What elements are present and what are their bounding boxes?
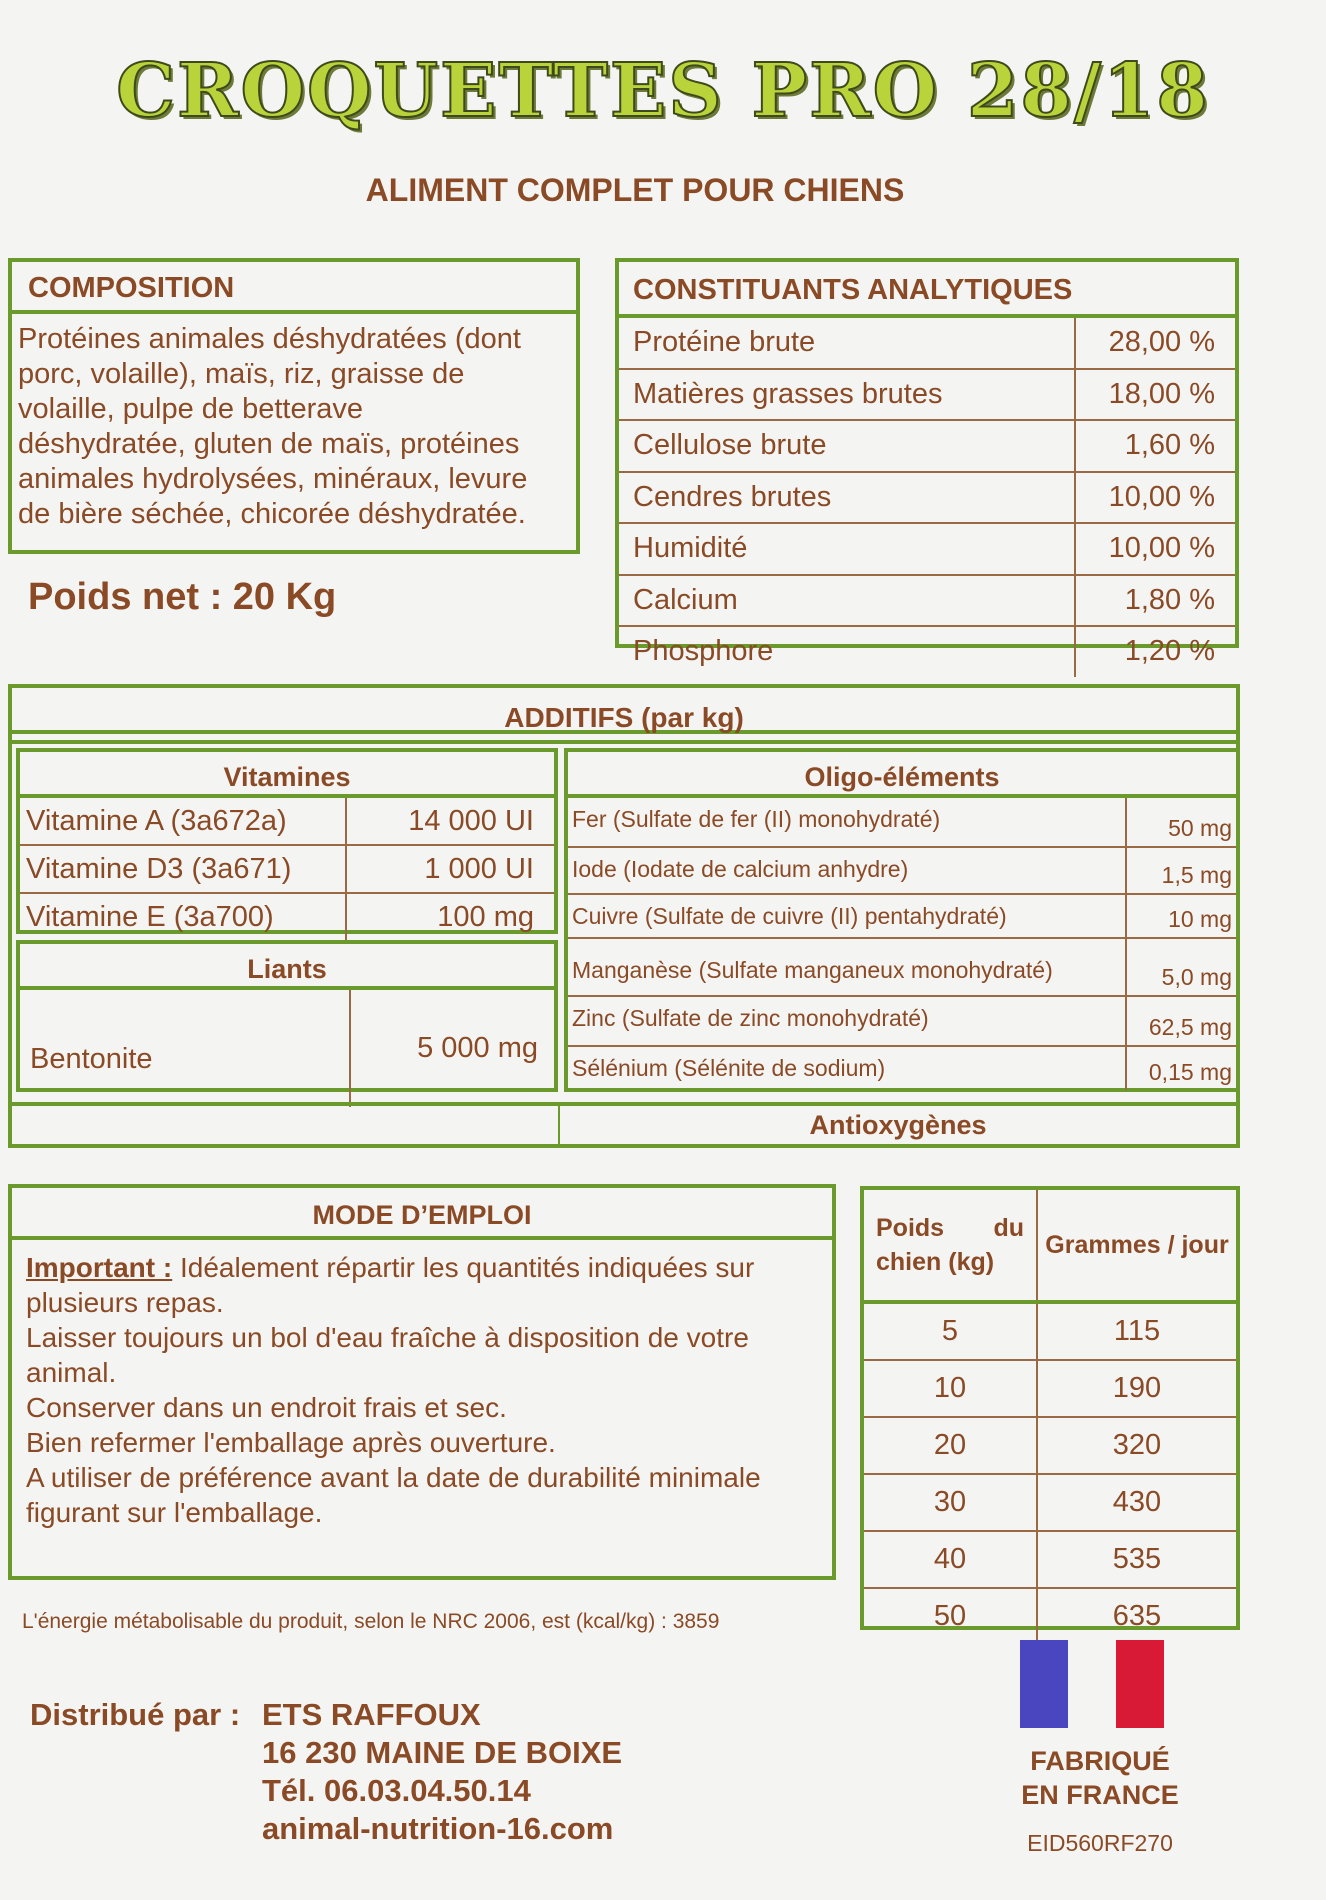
row-label: Matières grasses brutes	[619, 369, 1075, 421]
distributor-address: 16 230 MAINE DE BOIXE	[262, 1735, 623, 1770]
constituants-title: CONSTITUANTS ANALYTIQUES	[619, 262, 1235, 318]
col-header-grams: Grammes / jour	[1037, 1190, 1236, 1302]
important-label: Important :	[26, 1252, 173, 1283]
table-row	[864, 1588, 1236, 1644]
product-title: CROQUETTES PRO 28/18	[116, 48, 1210, 134]
liants-box	[16, 940, 558, 1092]
net-weight: Poids net : 20 Kg	[28, 576, 337, 618]
vitamines-table	[20, 798, 554, 940]
table-row	[619, 472, 1235, 524]
table-row	[619, 420, 1235, 472]
table-row	[864, 1417, 1236, 1474]
made-in-line2: EN FRANCE	[1021, 1780, 1179, 1810]
grams-cell: 190	[1037, 1360, 1236, 1417]
table-row	[568, 1046, 1236, 1090]
composition-text	[12, 314, 576, 532]
row-label: Cuivre (Sulfate de cuivre (II) pentahydraté)	[568, 894, 1126, 938]
ration-table-box	[860, 1186, 1240, 1630]
important-text: Idéalement répartir les quantités indiquées sur plusieurs repas.	[26, 1252, 755, 1318]
table-row	[619, 626, 1235, 677]
liants-table	[20, 990, 554, 1107]
table-row	[568, 847, 1236, 894]
weight-cell: 30	[864, 1474, 1037, 1531]
french-flag-red-icon	[1116, 1640, 1164, 1728]
row-label: Calcium	[619, 575, 1075, 627]
row-label: Fer (Sulfate de fer (II) monohydraté)	[568, 798, 1126, 847]
row-label: Manganèse (Sulfate manganeux monohydraté)	[568, 938, 1126, 996]
row-label: Sélénium (Sélénite de sodium)	[568, 1046, 1126, 1090]
oligo-elements-title: Oligo-éléments	[568, 752, 1236, 798]
distributor-details	[262, 1696, 622, 1848]
table-row	[568, 996, 1236, 1046]
row-value: 5,0 mg	[1126, 938, 1236, 996]
row-label: Vitamine A (3a672a)	[20, 798, 346, 845]
table-row	[864, 1302, 1236, 1360]
row-value: 1,20 %	[1124, 635, 1215, 668]
row-label: Bentonite	[20, 990, 350, 1107]
composition-line: animales hydrolysées, minéraux, levure	[18, 463, 528, 495]
antioxygenes-row	[12, 1102, 1236, 1144]
grams-cell: 115	[1037, 1302, 1236, 1360]
mode-emploi-text	[12, 1240, 832, 1530]
instruction: Bien refermer l'emballage après ouverture.	[26, 1427, 556, 1458]
distributor-website: animal-nutrition-16.com	[262, 1811, 614, 1846]
row-value: 10,00 %	[1075, 472, 1235, 524]
row-value: 28,00 %	[1075, 318, 1235, 369]
grams-cell: 535	[1037, 1531, 1236, 1588]
grams-cell: 320	[1037, 1417, 1236, 1474]
row-label: Protéine brute	[619, 318, 1075, 369]
constituants-box	[615, 258, 1239, 668]
grams-cell: 635	[1112, 1600, 1162, 1632]
weight-cell: 40	[864, 1531, 1037, 1588]
table-row	[568, 938, 1236, 996]
row-label: Cendres brutes	[619, 472, 1075, 524]
instruction-important	[26, 1250, 832, 1320]
weight-cell: 5	[864, 1302, 1037, 1360]
composition-line: Protéines animales déshydratées (dont	[18, 323, 521, 355]
table-row	[619, 523, 1235, 575]
table-row	[20, 990, 554, 1107]
vitamines-box	[16, 748, 558, 934]
row-label: Zinc (Sulfate de zinc monohydraté)	[568, 996, 1126, 1046]
row-value: 1,60 %	[1075, 420, 1235, 472]
composition-line: de bière séchée, chicorée déshydratée.	[18, 498, 526, 530]
distributor-label: Distribué par :	[30, 1697, 241, 1732]
table-row	[864, 1360, 1236, 1417]
additifs-title: ADDITIFS (par kg)	[12, 688, 1236, 734]
row-value: 10,00 %	[1075, 523, 1235, 575]
row-value: 10 mg	[1126, 894, 1236, 938]
weight-cell: 10	[864, 1360, 1037, 1417]
table-row	[568, 894, 1236, 938]
divider	[12, 740, 1236, 744]
antioxygenes-title: Antioxygènes	[809, 1110, 987, 1140]
row-value: 0,15 mg	[1148, 1059, 1232, 1085]
table-header	[864, 1190, 1236, 1302]
row-label: Humidité	[619, 523, 1075, 575]
col-header-weight: Poids du chien (kg)	[864, 1190, 1037, 1302]
empty-cell	[12, 1106, 560, 1144]
french-flag-blue-icon	[1020, 1640, 1068, 1728]
grams-cell: 430	[1037, 1474, 1236, 1531]
row-label: Vitamine D3 (3a671)	[20, 845, 346, 893]
made-in-line1: FABRIQUÉ	[1030, 1746, 1170, 1776]
row-value: 100 mg	[437, 900, 534, 933]
table-row	[568, 798, 1236, 847]
table-row	[864, 1531, 1236, 1588]
table-row	[864, 1474, 1236, 1531]
instruction: A utiliser de préférence avant la date de durabilité minimale figurant sur l'emballage.	[26, 1462, 761, 1528]
composition-title: COMPOSITION	[12, 262, 576, 314]
oligo-elements-box	[564, 748, 1240, 1092]
table-row	[619, 318, 1235, 369]
row-value: 18,00 %	[1075, 369, 1235, 421]
row-label: Vitamine E (3a700)	[20, 893, 346, 940]
row-value: 5 000 mg	[417, 1032, 538, 1064]
constituants-table	[619, 318, 1235, 677]
liants-title: Liants	[20, 944, 554, 990]
row-value: 14 000 UI	[346, 798, 554, 845]
composition-line: volaille, pulpe de betterave	[18, 393, 364, 425]
table-row	[619, 575, 1235, 627]
table-row	[20, 845, 554, 893]
row-value: 62,5 mg	[1126, 996, 1236, 1046]
weight-cell: 50	[864, 1588, 1037, 1644]
mode-emploi-box	[8, 1184, 836, 1580]
row-value: 1 000 UI	[346, 845, 554, 893]
table-row	[20, 798, 554, 845]
instruction: Laisser toujours un bol d'eau fraîche à disposition de votre animal.	[26, 1322, 749, 1388]
mode-emploi-title: MODE D’EMPLOI	[12, 1188, 832, 1240]
instruction: Conserver dans un endroit frais et sec.	[26, 1392, 507, 1423]
composition-line: déshydratée, gluten de maïs, protéines	[18, 428, 520, 460]
composition-box	[8, 258, 580, 554]
vitamines-title: Vitamines	[20, 752, 554, 798]
distributor-name: ETS RAFFOUX	[262, 1697, 481, 1732]
row-label: Phosphore	[619, 626, 1075, 677]
product-subtitle: ALIMENT COMPLET POUR CHIENS	[365, 172, 905, 208]
oligo-elements-table	[568, 798, 1236, 1090]
weight-cell: 20	[864, 1417, 1037, 1474]
row-value: 1,80 %	[1075, 575, 1235, 627]
additifs-box	[8, 684, 1240, 1148]
row-value: 1,5 mg	[1126, 847, 1236, 894]
energy-note: L'énergie métabolisable du produit, selon le NRC 2006, est (kcal/kg) : 3859	[22, 1610, 720, 1633]
table-row	[20, 893, 554, 940]
row-label: Iode (Iodate de calcium anhydre)	[568, 847, 1126, 894]
made-in-france-label	[1000, 1744, 1200, 1812]
table-row	[619, 369, 1235, 421]
establishment-code: EID560RF270	[1027, 1830, 1173, 1856]
row-label: Cellulose brute	[619, 420, 1075, 472]
row-value: 50 mg	[1126, 798, 1236, 847]
ration-table	[864, 1190, 1236, 1644]
composition-line: porc, volaille), maïs, riz, graisse de	[18, 358, 465, 390]
distributor-phone: Tél. 06.03.04.50.14	[262, 1773, 531, 1808]
